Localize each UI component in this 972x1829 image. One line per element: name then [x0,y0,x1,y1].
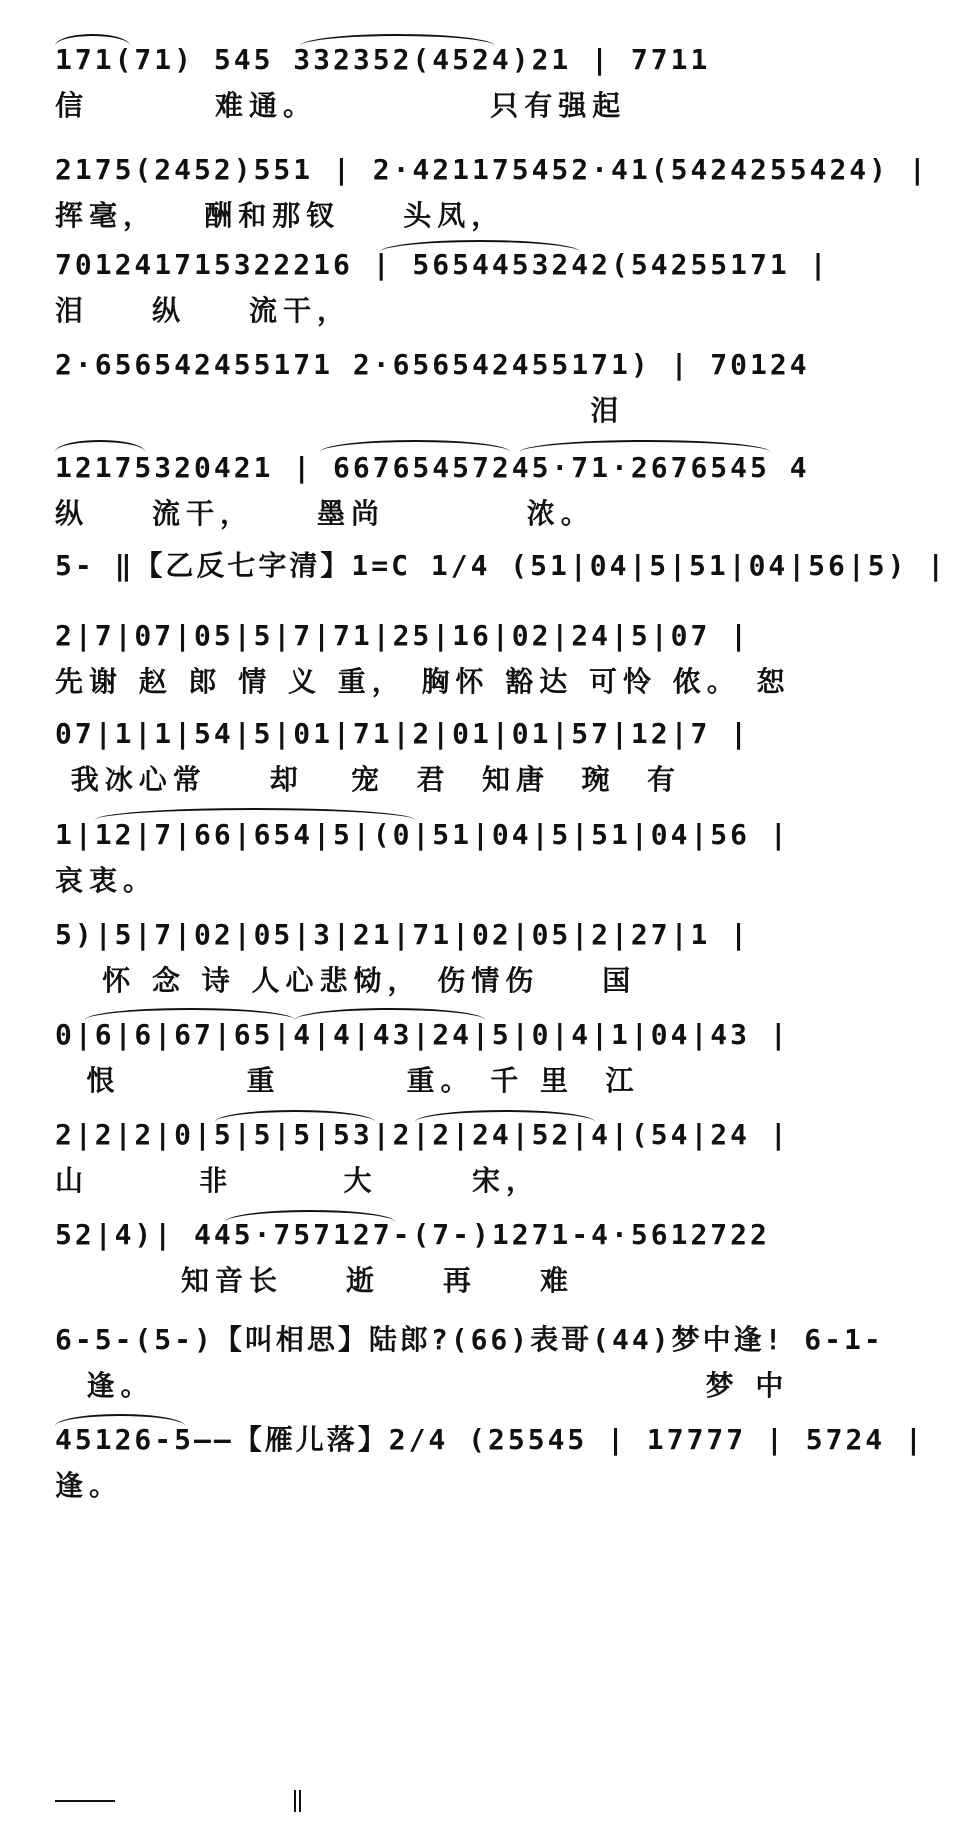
bottom-cropped-barline [294,1790,296,1812]
notation-line: 07|1|1|54|5|01|71|2|01|01|57|12|7 | [55,717,751,750]
lyric-line: 恨 重 重。 千 里 江 [55,1064,640,1097]
lyric-line: 哀衷。 [55,864,158,897]
lyric-line: 怀 念 诗 人心悲恸， 伤情伤 国 [55,964,637,997]
lyric-line: 逢。 [55,1469,124,1502]
notation-line: 171(71) 545 332352(4524)21 | 7711 [55,43,711,76]
lyric-line: 我冰心常 却 宠 君 知唐 琬 有 [55,763,681,796]
slur-mark [55,34,130,46]
notation-line: 0|6|6|67|65|4|4|43|24|5|0|4|1|04|43 | [55,1018,790,1051]
notation-line: 2|7|07|05|5|7|71|25|16|02|24|5|07 | [55,619,751,652]
notation-line: 5)|5|7|02|05|3|21|71|02|05|2|27|1 | [55,918,751,951]
slur-mark [55,440,145,452]
slur-mark [520,440,770,452]
notation-line: 2·656542455171 2·656542455171) | 70124 [55,348,810,381]
slur-mark [320,440,510,452]
notation-line: 6-5-(5-)【叫相思】陆郎?(66)表哥(44)梦中逢! 6-1- [55,1323,884,1356]
notation-line: 5- ‖【乙反七字清】1=C 1/4 (51|04|5|51|04|56|5) | [55,549,948,582]
notation-line: 701241715322216 | 5654453242(54255171 | [55,248,830,281]
slur-mark [85,1008,295,1020]
slur-mark [380,240,580,252]
lyric-line: 先谢 赵 郎 情 义 重， 胸怀 豁达 可怜 侬。 恕 [55,665,791,698]
lyric-line: 山 非 大 宋， [55,1164,540,1197]
slur-mark [215,1110,375,1122]
lyric-line: 挥毫， 酬和那钗 头凤， [55,199,506,232]
bottom-cropped-barline [299,1790,301,1812]
notation-line: 52|4)| 445·757127-(7-)1271-4·5612722 [55,1218,770,1251]
lyric-line: 逢。 梦 中 [55,1369,790,1402]
notation-line: 12175320421 | 66765457245·71·2676545 4 [55,451,810,484]
bottom-cropped-line [55,1800,115,1802]
slur-mark [225,1210,395,1222]
notation-line: 2175(2452)551 | 2·421175452·41(5424255424) | [55,153,929,186]
lyric-line: 知音长 逝 再 难 [55,1264,574,1297]
lyric-line: 信 难通。 只有强起 [55,89,627,122]
notation-line: 2|2|2|0|5|5|5|53|2|2|24|52|4|(54|24 | [55,1118,790,1151]
slur-mark [295,1008,485,1020]
notation-line: 45126-5——【雁儿落】2/4 (25545 | 17777 | 5724 | [55,1423,925,1456]
lyric-line: 泪 [55,394,625,427]
slur-mark [55,1414,185,1426]
lyric-line: 泪 纵 流干， [55,294,351,327]
lyric-line: 纵 流干， 墨尚 浓。 [55,497,595,530]
slur-mark [95,808,415,820]
slur-mark [300,34,495,46]
slur-mark [415,1110,595,1122]
notation-line: 1|12|7|66|654|5|(0|51|04|5|51|04|56 | [55,818,790,851]
